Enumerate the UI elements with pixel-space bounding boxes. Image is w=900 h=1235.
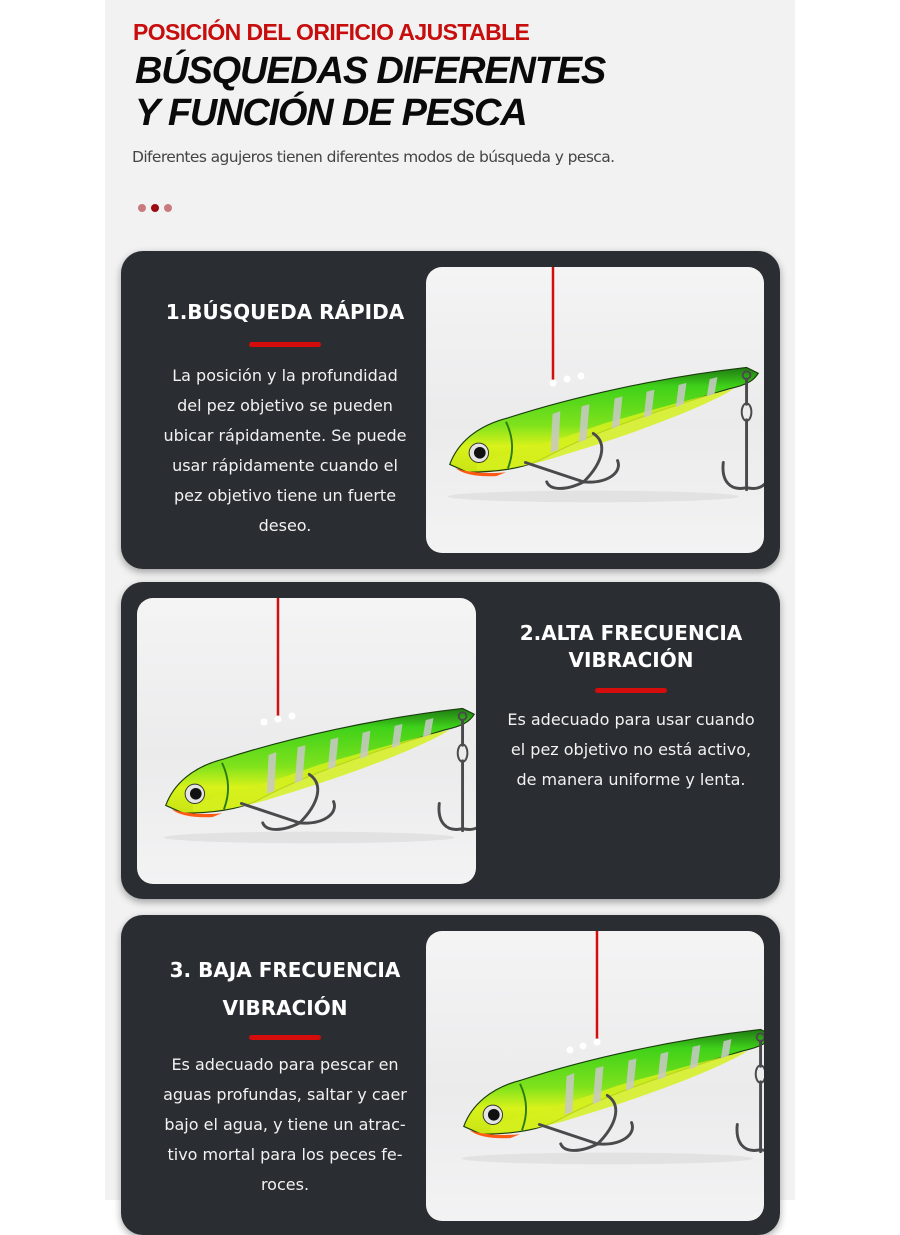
card-text <box>135 951 435 1200</box>
vib-lure-icon <box>448 367 764 502</box>
card-body-line: de manera uniforme y lenta. <box>516 770 746 789</box>
card-body-line: tivo mortal para los peces fe- <box>167 1145 403 1164</box>
card-text <box>135 299 435 541</box>
card-body-line: el pez objetivo no está activo, <box>510 740 752 759</box>
feature-card-high-frequency-vibration <box>121 582 780 899</box>
card-body-line: del pez objetivo se pueden <box>177 396 393 415</box>
red-underline-divider <box>249 342 321 347</box>
feature-card-low-frequency-vibration <box>121 915 780 1235</box>
card-body-line: Es adecuado para usar cuando <box>507 710 755 729</box>
card-body-line: Es adecuado para pescar en <box>171 1055 399 1074</box>
red-underline-divider <box>595 688 667 693</box>
red-underline-divider <box>249 1035 321 1040</box>
card-body-line: deseo. <box>258 516 312 535</box>
lure-photo-front-hole <box>426 267 764 553</box>
dot-indicator-3 <box>164 204 172 212</box>
card-title-line-1: 2.ALTA FRECUENCIA <box>519 621 743 645</box>
eyebrow-title: POSICIÓN DEL ORIFICIO AJUSTABLE <box>133 19 530 45</box>
card-title-line-2: VIBRACIÓN <box>222 996 348 1020</box>
lure-photo-rear-hole <box>426 931 764 1221</box>
dot-indicator-1 <box>138 204 146 212</box>
vib-lure-icon <box>462 1029 764 1164</box>
headline-line-2: Y FUNCIÓN DE PESCA <box>135 92 527 134</box>
page-subtitle: Diferentes agujeros tienen diferentes modos de búsqueda y pesca. <box>132 148 615 166</box>
card-body-line: bajo el agua, y tiene un atrac- <box>164 1115 406 1134</box>
page-headline <box>135 50 605 134</box>
card-title-line-2: VIBRACIÓN <box>568 648 694 672</box>
dot-indicator-2-active <box>151 204 159 212</box>
headline-line-1: BÚSQUEDAS DIFERENTES <box>135 50 606 92</box>
card-title-line-1: 3. BAJA FRECUENCIA <box>169 958 401 982</box>
feature-card-fast-search <box>121 251 780 569</box>
lure-photo-middle-hole <box>137 598 476 884</box>
card-body-line: aguas profundas, saltar y caer <box>163 1085 407 1104</box>
card-body-line: usar rápidamente cuando el <box>172 456 398 475</box>
card-body-line: La posición y la profundidad <box>172 366 398 385</box>
card-body-line: ubicar rápidamente. Se puede <box>163 426 407 445</box>
card-text <box>486 620 776 795</box>
carousel-dots <box>138 204 172 212</box>
card-body-line: pez objetivo tiene un fuerte <box>173 486 397 505</box>
vib-lure-icon <box>164 708 476 843</box>
card-body-line: roces. <box>260 1175 310 1194</box>
card-title: 1.BÚSQUEDA RÁPIDA <box>165 300 405 324</box>
